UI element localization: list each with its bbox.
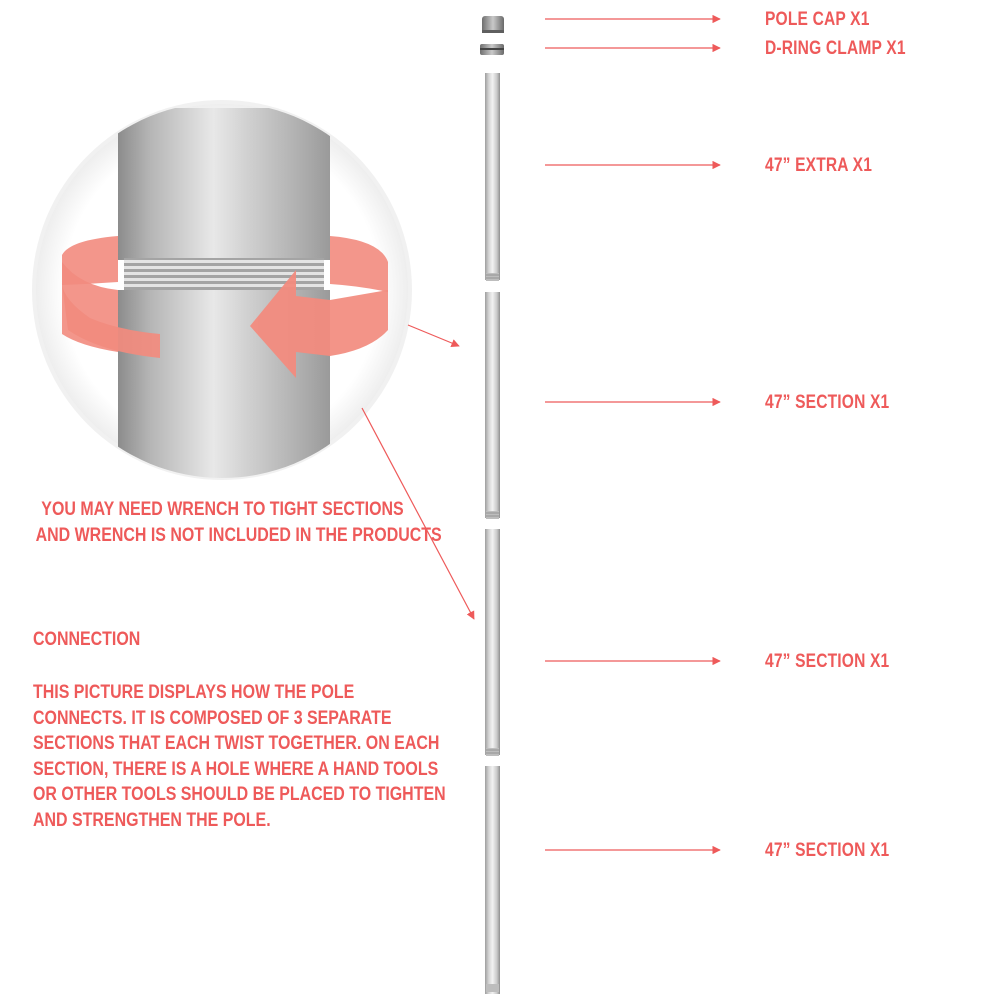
- pole-section-2: [485, 529, 500, 756]
- pole-section-3: [485, 766, 500, 994]
- connection-line: CONNECTS. IT IS COMPOSED OF 3 SEPARATE: [33, 707, 392, 729]
- wrench-note-line: YOU MAY NEED WRENCH TO TIGHT SECTIONS: [41, 499, 404, 520]
- label-extra-section: 47” EXTRA X1: [765, 155, 873, 176]
- wrench-note: [35, 497, 442, 549]
- label-d-ring-clamp: D-RING CLAMP X1: [765, 38, 906, 59]
- d-ring-clamp: [480, 44, 504, 55]
- wrench-note-line: AND WRENCH IS NOT INCLUDED IN THE PRODUCTS: [35, 525, 442, 546]
- connection-line: SECTIONS THAT EACH TWIST TOGETHER. ON EACH: [33, 733, 440, 754]
- pole-stack: [480, 16, 504, 994]
- connection-title: CONNECTION: [33, 629, 141, 650]
- label-section-3: 47” SECTION X1: [765, 840, 890, 861]
- pointer-arrow-icon: [408, 325, 459, 346]
- label-section-2: 47” SECTION X1: [765, 651, 890, 672]
- connection-line: THIS PICTURE DISPLAYS HOW THE POLE: [33, 682, 355, 703]
- connection-description: [33, 680, 446, 833]
- connection-line: SECTION, THERE IS A HOLE WHERE A HAND TOOLS: [33, 758, 439, 780]
- pole-cap: [482, 16, 504, 33]
- label-pole-cap: POLE CAP X1: [765, 9, 870, 30]
- connection-line: OR OTHER TOOLS SHOULD BE PLACED TO TIGHTEN: [33, 784, 446, 805]
- connection-detail-circle: [32, 100, 412, 480]
- connection-line: AND STRENGTHEN THE POLE.: [33, 809, 271, 831]
- pole-section-1: [485, 292, 500, 519]
- pole-extra-section: [485, 73, 500, 281]
- pole-upper-closeup: [118, 108, 330, 260]
- label-section-1: 47” SECTION X1: [765, 392, 890, 413]
